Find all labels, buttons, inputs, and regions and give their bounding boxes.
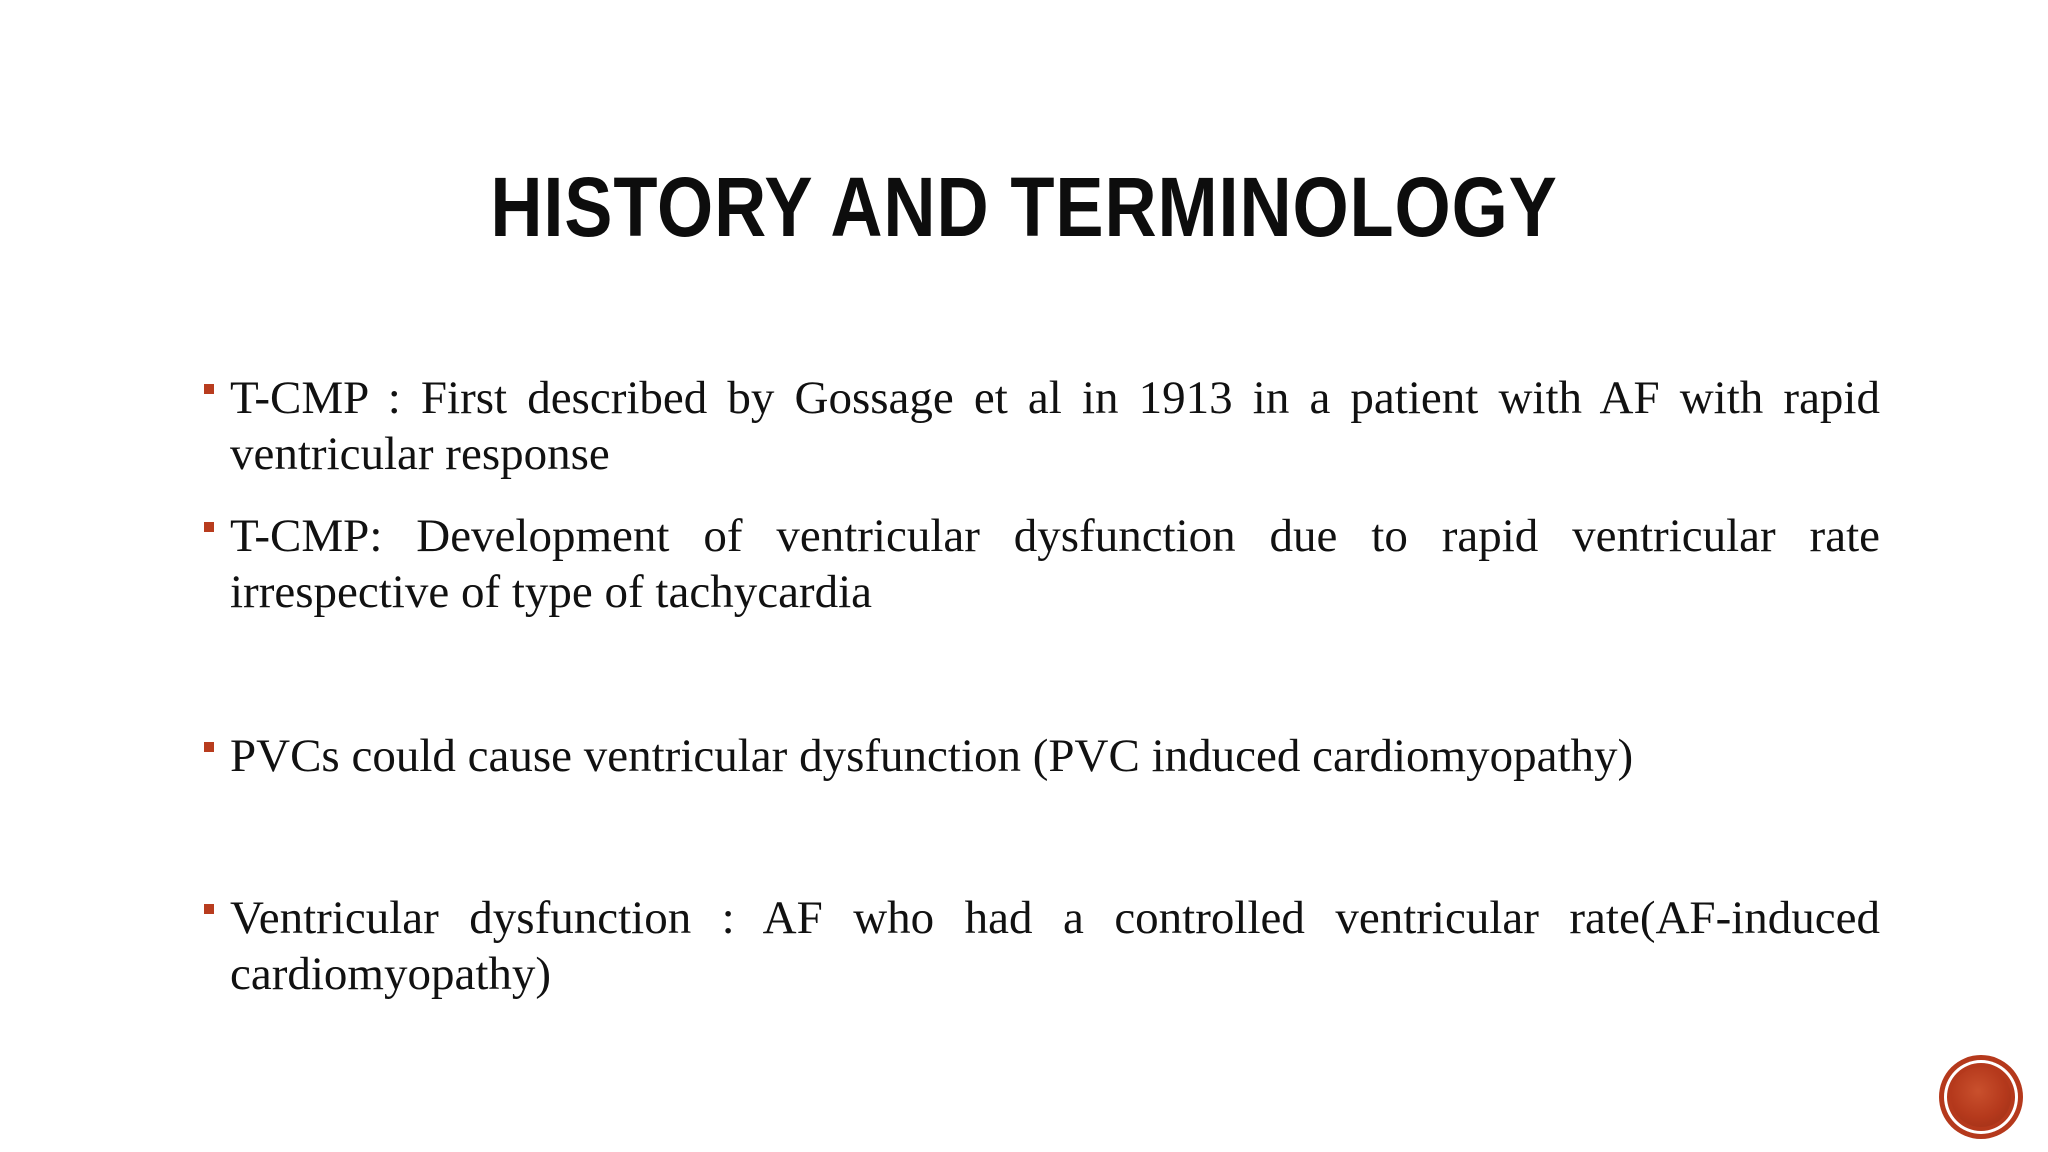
square-bullet-icon <box>204 384 214 394</box>
bullet-text: Ventricular dysfunction : AF who had a controlled ventricular rate(AF-induced cardiomyopathy) <box>230 892 1880 1000</box>
bullet-list <box>200 370 1880 1002</box>
bullet-text: PVCs could cause ventricular dysfunction (PVC induced cardiomyopathy) <box>230 730 1634 782</box>
slide-nav-button[interactable] <box>1944 1060 2018 1134</box>
bullet-text: T-CMP: Development of ventricular dysfunction due to rapid ventricular rate irrespective of type of tachycardia <box>230 510 1880 618</box>
bullet-item <box>200 508 1880 620</box>
square-bullet-icon <box>204 742 214 752</box>
square-bullet-icon <box>204 904 214 914</box>
bullet-item <box>200 370 1880 482</box>
bullet-item <box>200 890 1880 1002</box>
square-bullet-icon <box>204 522 214 532</box>
bullet-text: T-CMP : First described by Gossage et al in 1913 in a patient with AF with rapid ventricular response <box>230 372 1880 480</box>
circle-nav-icon <box>1951 1067 2011 1127</box>
bullet-item <box>200 728 1880 784</box>
slide-title: HISTORY AND TERMINOLOGY <box>490 160 1558 254</box>
